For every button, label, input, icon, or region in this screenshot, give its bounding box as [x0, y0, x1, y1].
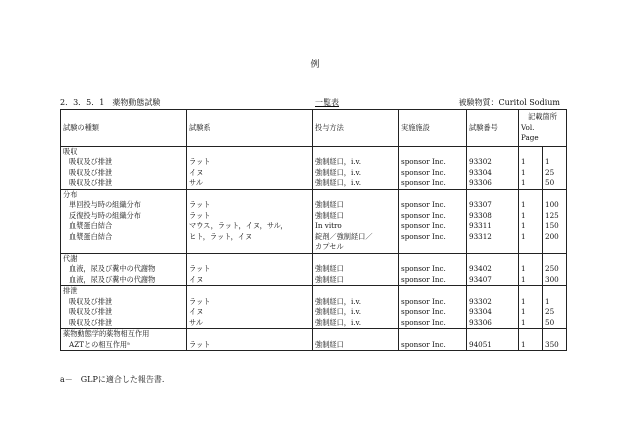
table-cell [187, 253, 313, 264]
footnote: a－ GLPに適合した報告書. [60, 375, 165, 384]
table-cell [313, 189, 399, 200]
document-header [60, 97, 560, 109]
cell-study: 93302 [467, 297, 519, 308]
cell-vol: 1 [519, 307, 543, 318]
cell-facility: sponsor Inc. [399, 178, 467, 189]
cell-vol: 1 [519, 168, 543, 179]
cell-type: 反復投与時の組織分布 [61, 211, 187, 222]
table-cell [187, 146, 313, 157]
cell-system: ラット [187, 211, 313, 222]
cell-system [187, 242, 313, 253]
cell-study: 93308 [467, 211, 519, 222]
table-cell [543, 286, 567, 297]
cell-page: 1 [543, 157, 567, 168]
cell-facility: sponsor Inc. [399, 318, 467, 329]
cell-route: 強制経口，i.v. [313, 318, 399, 329]
cell-study: 94051 [467, 340, 519, 351]
table-row [61, 200, 567, 211]
table-cell [543, 329, 567, 340]
cell-route: 強制経口 [313, 200, 399, 211]
table-row [61, 264, 567, 275]
cell-type: 吸収及び排泄 [61, 157, 187, 168]
group-label: 代謝 [61, 253, 187, 264]
cell-type: 血液，尿及び糞中の代謝物 [61, 264, 187, 275]
cell-route: 錠剤／強制経口／ [313, 232, 399, 243]
cell-page: 25 [543, 168, 567, 179]
section-title: 2．3．5．1 薬物動態試験 [60, 98, 161, 107]
cell-facility: sponsor Inc. [399, 221, 467, 232]
cell-system: サル [187, 318, 313, 329]
cell-page: 25 [543, 307, 567, 318]
column-header-study: 試験番号 [467, 110, 519, 147]
cell-page: 200 [543, 232, 567, 243]
table-row [61, 275, 567, 286]
cell-facility: sponsor Inc. [399, 340, 467, 351]
table-cell [519, 253, 543, 264]
cell-system: ラット [187, 200, 313, 211]
cell-route: 強制経口 [313, 275, 399, 286]
cell-study: 93407 [467, 275, 519, 286]
table-cell [187, 329, 313, 340]
cell-type: AZTとの相互作用ᵃ [61, 340, 187, 351]
column-header-system: 試験系 [187, 110, 313, 147]
column-header-type: 試験の種類 [61, 110, 187, 147]
table-cell [399, 253, 467, 264]
cell-system: マウス，ラット，イヌ，サル， [187, 221, 313, 232]
cell-route: 強制経口，i.v. [313, 297, 399, 308]
cell-study: 93307 [467, 200, 519, 211]
cell-study: 93306 [467, 318, 519, 329]
cell-facility: sponsor Inc. [399, 275, 467, 286]
cell-facility: sponsor Inc. [399, 232, 467, 243]
group-label: 吸収 [61, 146, 187, 157]
table-row [61, 232, 567, 243]
cell-system: イヌ [187, 307, 313, 318]
table-cell [399, 329, 467, 340]
cell-vol: 1 [519, 232, 543, 243]
table-cell [399, 286, 467, 297]
summary-title: 一覧表 [315, 98, 339, 107]
cell-page: 350 [543, 340, 567, 351]
cell-study [467, 242, 519, 253]
page-label: 例 [310, 60, 320, 70]
cell-system: ラット [187, 157, 313, 168]
cell-study: 93306 [467, 178, 519, 189]
cell-page: 50 [543, 318, 567, 329]
cell-type: 吸収及び排泄 [61, 168, 187, 179]
table-group-row [61, 253, 567, 264]
cell-type: 吸収及び排泄 [61, 297, 187, 308]
cell-page: 1 [543, 297, 567, 308]
table-cell [519, 329, 543, 340]
table-cell [519, 286, 543, 297]
cell-vol: 1 [519, 264, 543, 275]
cell-page: 125 [543, 211, 567, 222]
test-article: 被験物質：Curitol Sodium [458, 98, 560, 107]
table-row [61, 297, 567, 308]
cell-vol: 1 [519, 340, 543, 351]
table-cell [313, 253, 399, 264]
cell-study: 93304 [467, 168, 519, 179]
table-cell [467, 146, 519, 157]
cell-type: 単回投与時の組織分布 [61, 200, 187, 211]
vol-label: Vol. [521, 122, 535, 132]
page-col-label: Page [521, 133, 539, 142]
table-group-row [61, 189, 567, 200]
table-cell [313, 286, 399, 297]
cell-system: ラット [187, 264, 313, 275]
column-header-reference [519, 110, 567, 147]
table-group-row [61, 329, 567, 340]
cell-page: 250 [543, 264, 567, 275]
table-row [61, 168, 567, 179]
table-cell [399, 189, 467, 200]
cell-study: 93304 [467, 307, 519, 318]
cell-facility: sponsor Inc. [399, 200, 467, 211]
cell-vol: 1 [519, 178, 543, 189]
table-cell [313, 329, 399, 340]
cell-vol: 1 [519, 275, 543, 286]
table-cell [313, 146, 399, 157]
cell-type: 吸収及び排泄 [61, 178, 187, 189]
cell-type: 吸収及び排泄 [61, 318, 187, 329]
cell-system: サル [187, 178, 313, 189]
cell-vol: 1 [519, 157, 543, 168]
cell-route: 強制経口 [313, 264, 399, 275]
cell-type: 血漿蛋白結合 [61, 232, 187, 243]
cell-route: 強制経口，i.v. [313, 307, 399, 318]
cell-facility: sponsor Inc. [399, 307, 467, 318]
table-header-row [61, 110, 567, 147]
table-cell [467, 286, 519, 297]
cell-type [61, 242, 187, 253]
table-row [61, 157, 567, 168]
table-row [61, 340, 567, 351]
table-cell [543, 253, 567, 264]
table-cell [519, 189, 543, 200]
cell-page: 150 [543, 221, 567, 232]
cell-system: イヌ [187, 168, 313, 179]
cell-system: ラット [187, 297, 313, 308]
cell-route: In vitro [313, 221, 399, 232]
table-row [61, 221, 567, 232]
table-cell [543, 189, 567, 200]
cell-system: ヒト，ラット，イヌ [187, 232, 313, 243]
cell-page: 50 [543, 178, 567, 189]
table-cell [187, 189, 313, 200]
cell-facility: sponsor Inc. [399, 157, 467, 168]
cell-page: 100 [543, 200, 567, 211]
cell-facility: sponsor Inc. [399, 297, 467, 308]
table-cell [187, 286, 313, 297]
cell-route: 強制経口 [313, 211, 399, 222]
table-cell [467, 329, 519, 340]
cell-vol: 1 [519, 297, 543, 308]
group-label: 分布 [61, 189, 187, 200]
cell-system: イヌ [187, 275, 313, 286]
cell-vol: 1 [519, 221, 543, 232]
column-header-facility: 実施施設 [399, 110, 467, 147]
cell-vol: 1 [519, 318, 543, 329]
table-cell [399, 146, 467, 157]
table-row [61, 178, 567, 189]
group-label: 薬物動態学的薬物相互作用 [61, 329, 187, 340]
cell-route: 強制経口，i.v. [313, 157, 399, 168]
table-row [61, 318, 567, 329]
table-row [61, 211, 567, 222]
table-cell [467, 253, 519, 264]
table-cell [519, 146, 543, 157]
cell-study: 93311 [467, 221, 519, 232]
cell-study: 93402 [467, 264, 519, 275]
cell-page [543, 242, 567, 253]
cell-facility: sponsor Inc. [399, 168, 467, 179]
cell-type: 血漿蛋白結合 [61, 221, 187, 232]
cell-study: 93302 [467, 157, 519, 168]
table-row [61, 242, 567, 253]
table-group-row [61, 146, 567, 157]
cell-type: 吸収及び排泄 [61, 307, 187, 318]
table-row [61, 307, 567, 318]
table-cell [543, 146, 567, 157]
table-body [61, 146, 567, 351]
table-cell [467, 189, 519, 200]
cell-system: ラット [187, 340, 313, 351]
cell-vol: 1 [519, 200, 543, 211]
cell-route: 強制経口，i.v. [313, 168, 399, 179]
cell-type: 血液，尿及び糞中の代謝物 [61, 275, 187, 286]
cell-vol: 1 [519, 211, 543, 222]
cell-facility [399, 242, 467, 253]
cell-route: 強制経口，i.v. [313, 178, 399, 189]
cell-facility: sponsor Inc. [399, 211, 467, 222]
cell-study: 93312 [467, 232, 519, 243]
table-group-row [61, 286, 567, 297]
group-label: 排泄 [61, 286, 187, 297]
cell-route: カプセル [313, 242, 399, 253]
cell-page: 300 [543, 275, 567, 286]
column-header-route: 投与方法 [313, 110, 399, 147]
pharmacokinetics-table [60, 109, 567, 351]
cell-facility: sponsor Inc. [399, 264, 467, 275]
reference-label: 記載箇所 [528, 112, 557, 121]
cell-route: 強制経口 [313, 340, 399, 351]
cell-vol [519, 242, 543, 253]
